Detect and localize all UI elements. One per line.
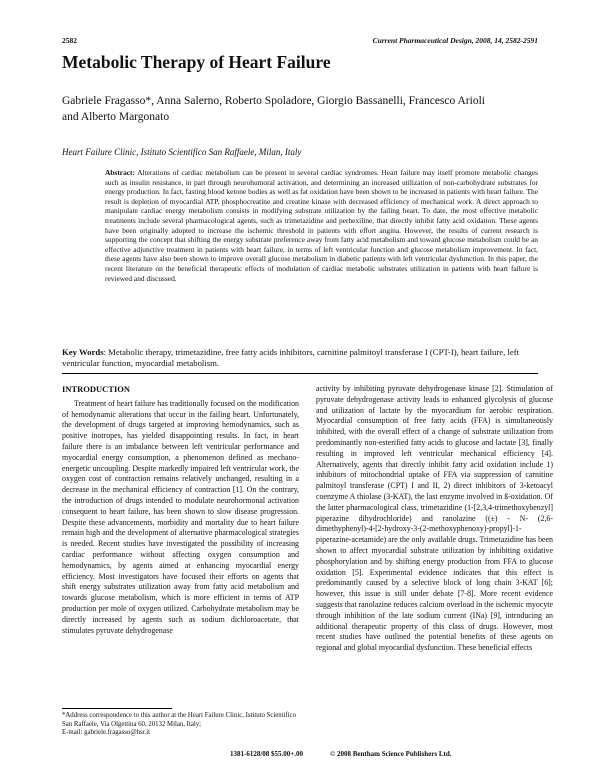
right-column: [316, 384, 553, 654]
author-list: [62, 94, 538, 125]
section-divider: [62, 373, 538, 374]
paragraph: Treatment of heart failure has traditionally focused on the modification of hemodynamic alterations that occur in the failing heart. Unfortunately, the development of drugs targeted at improving hemodynamics, such as positive inotropes, has yielded disappointing results. In fact, in heart failure there is an imbalance between left ventricular performance and myocardial energy consumption, a phenomenon defined as mechano-energetic uncoupling. Despite markedly impaired left ventricular work, the oxygen cost of contraction remains relatively unchanged, resulting in a decrease in the mechanical efficiency of contraction [1]. On the contrary, the introduction of drugs intended to modulate neurohormonal activation consequent to heart failure, has been shown to slow disease progression. Despite these advancements, morbidity and mortality due to heart failure remain high and the development of alternative pharmacological strategies is needed. Recent studies have investigated the possibility of increasing cardiac performance without affecting oxygen consumption and hemodynamics, by agents aimed at enhancing myocardial energy efficiency. Most investigators have focused their efforts on agents that shift energy substrates utilization away from fatty acid metabolism and towards glucose metabolism, which is more efficient in terms of ATP production per mole of oxygen utilized. Carbohydrate metabolism may be directly increased by agents such as sodium dichloroacetate, that stimulates pyruvate dehydrogenase: [62, 398, 299, 635]
abstract-label: Abstract:: [105, 168, 135, 177]
affiliation: Heart Failure Clinic, Istituto Scientifico San Raffaele, Milan, Italy: [62, 147, 302, 157]
page-number: 2582: [62, 36, 77, 45]
authors-line-2: and Alberto Margonato: [62, 110, 170, 123]
copyright: © 2008 Bentham Science Publishers Ltd.: [330, 750, 452, 758]
authors-line-1: Gabriele Fragasso*, Anna Salerno, Roberto Spoladore, Giorgio Bassanelli, Francesco Arioli: [62, 95, 485, 107]
abstract-text: Alterations of cardiac metabolism can be present in several cardiac syndromes. Heart failure may itself promote metabolic changes such as insulin resistance, in part through neurohumoral activation, and determining an increased utilization of non-carbohydrate substrates for energy production. In fact, fasting blood ketone bodies as well as fat oxidation have been shown to be increased in patients with heart failure. The result is depletion of myocardial ATP, phosphocreatine and creatine kinase with decreased efficiency of mechanical work. A direct approach to manipulate cardiac energy metabolism consists in modifying substrate utilization by the failing heart. To date, the most effective metabolic treatments include several pharmacological agents, such as trimetazidine and perhexiline, that directly inhibit fatty acid oxidation. These agents have been originally adopted to increase the ischemic threshold in patients with effort angina. However, the results of current research is supporting the concept that shifting the energy substrate preference away from fatty acid metabolism and toward glucose metabolism could be an effective adjunctive treatment in patients with heart failure, in terms of left ventricular function and glucose metabolism improvement. In fact, these agents have also been shown to improve overall glucose metabolism in diabetic patients with left ventricular dysfunction. In this paper, the recent literature on the beneficial therapeutic effects of modulation of cardiac metabolic substrates utilization in patients with heart failure is reviewed and discussed.: [105, 168, 538, 283]
keywords: [62, 347, 538, 369]
footnote-email: E-mail: gabriele.fragasso@hsr.it: [62, 729, 150, 737]
footnote-divider: [62, 708, 172, 709]
issn-price: 1381-6128/08 $55.00+.00: [230, 750, 304, 758]
paragraph: activity by inhibiting pyruvate dehydrogenase kinase [2]. Stimulation of pyruvate dehydrogenase activity leads to enhanced glycolysis of glucose and utilization of lactate by the myocardium for aerobic respiration. Myocardial consumption of free fatty acids (FFA) is simultaneously inhibited, with the overall effect of a change of substrate utilization from predominantly non-esterified fatty acids to glucose and lactate [3], finally resulting in improved left ventricular mechanical efficiency [4]. Alternatively, agents that directly inhibit fatty acid oxidation include 1) inhibitors of mitochondrial uptake of FFA via suppression of carnitine palmitoyl transferase (CPT) I and II, 2) direct inhibitors of 3-ketoacyl coenzyme A thiolase (3-KAT), the last enzyme involved in ß-oxidation. Of the latter pharmacological class, trimetazidine (1-[2,3,4-trimethoxybenzyl] piperazine dihydrochloride) and ranolazine ((±) - N- (2,6-dimethyphenyl)-4-[2-hydroxy-3-(2-methoxyphenoxy)-propyl]-1-piperazine-acetamide) are the only available drugs. Trimetazidine has been shown to affect myocardial substrate utilization by inhibiting oxidative phosphorylation and by shifting energy production from FFA to glucose oxidation [5]. Experimental evidence indicates that this effect is predominantly caused by a selective block of long chain 3-KAT [6]; however, this issue is still under debate [7-8]. More recent evidence suggests that ranolazine reduces calcium overload in the ischemic myocyte through inhibition of the late sodium current (INa) [9], introducing an additional therapeutic property of this class of drugs. However, most recent studies have outlined the potential benefits of these agents on regional and global myocardial dysfunction. These beneficial effects: [316, 384, 553, 653]
left-column: [62, 384, 299, 636]
footnote-address: *Address correspondence to this author at the Heart Failure Clinic, Istituto Scientifico San Raffaele, Via Olgettina 60, 20132 Milan, Italy;: [62, 712, 297, 728]
correspondence-footnote: [62, 712, 302, 738]
keywords-text: : Metabolic therapy, trimetazidine, free fatty acids inhibitors, carnitine palmitoyl transferase I (CPT-I), heart failure, left ventricular function, myocardial metabolism.: [62, 347, 520, 368]
keywords-label: Key Words: [62, 347, 104, 357]
section-heading-introduction: INTRODUCTION: [62, 384, 131, 394]
abstract: [105, 168, 538, 283]
journal-citation: Current Pharmaceutical Design, 2008, 14, 2582-2591: [372, 36, 538, 45]
article-title: Metabolic Therapy of Heart Failure: [62, 52, 331, 72]
running-header: [62, 36, 538, 48]
